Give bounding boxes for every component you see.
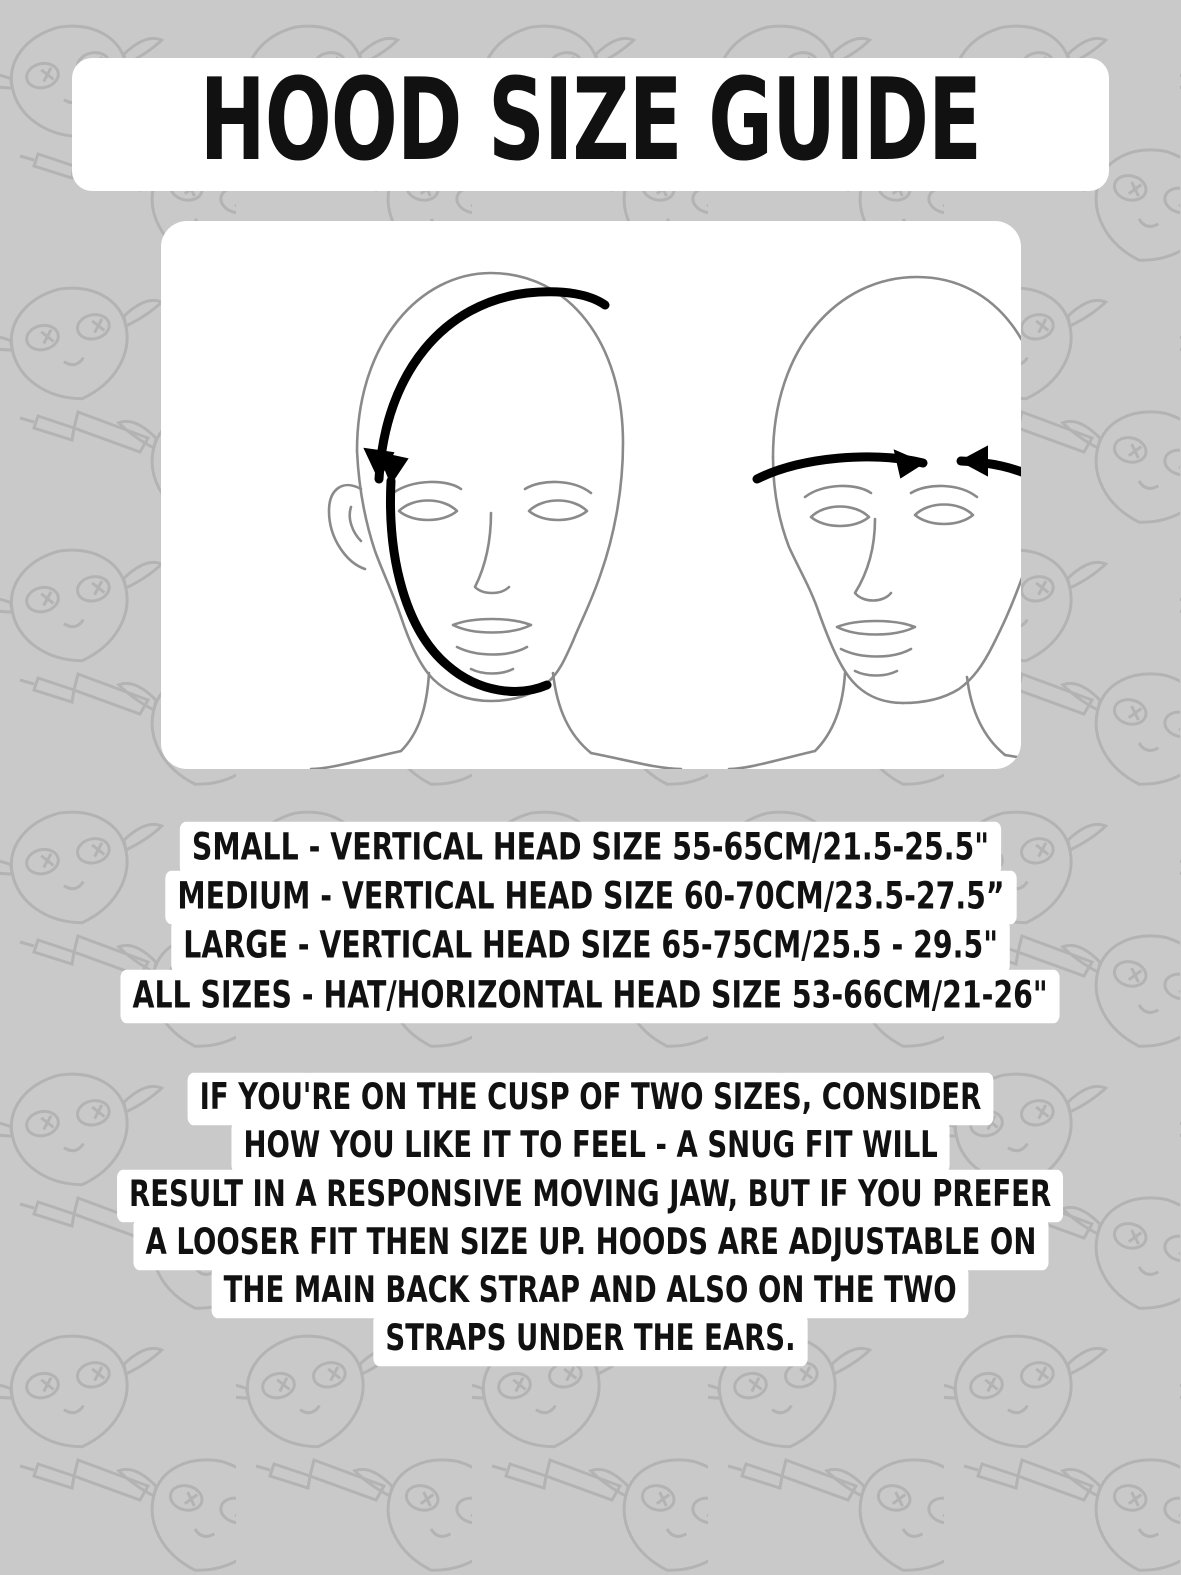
note-line: HOW YOU LIKE IT TO FEEL - A SNUG FIT WILL	[231, 1121, 949, 1174]
page-title: HOOD SIZE GUIDE	[199, 53, 982, 187]
size-list	[44, 825, 1136, 1020]
note-line: THE MAIN BACK STRAP AND ALSO ON THE TWO	[212, 1266, 969, 1319]
size-line-all-sizes: ALL SIZES - HAT/HORIZONTAL HEAD SIZE 53-66CM/21-26"	[121, 969, 1060, 1023]
head-measurement-diagram-icon	[161, 221, 1021, 769]
size-line-large: LARGE - VERTICAL HEAD SIZE 65-75CM/25.5 - 29.5"	[171, 920, 1010, 974]
size-line-medium: MEDIUM - VERTICAL HEAD SIZE 60-70CM/23.5-27.5”	[165, 871, 1016, 925]
note-line: A LOOSER FIT THEN SIZE UP. HOODS ARE ADJUSTABLE ON	[133, 1218, 1048, 1271]
fit-advice-note	[0, 1076, 1181, 1364]
note-line: RESULT IN A RESPONSIVE MOVING JAW, BUT IF YOU PREFER	[117, 1169, 1063, 1222]
size-line-small: SMALL - VERTICAL HEAD SIZE 55-65CM/21.5-25.5"	[180, 821, 1001, 875]
note-line: IF YOU'RE ON THE CUSP OF TWO SIZES, CONSIDER	[188, 1073, 994, 1126]
note-line: STRAPS UNDER THE EARS.	[373, 1314, 807, 1367]
page-title-container	[78, 53, 1103, 187]
illustration-card	[161, 221, 1021, 769]
